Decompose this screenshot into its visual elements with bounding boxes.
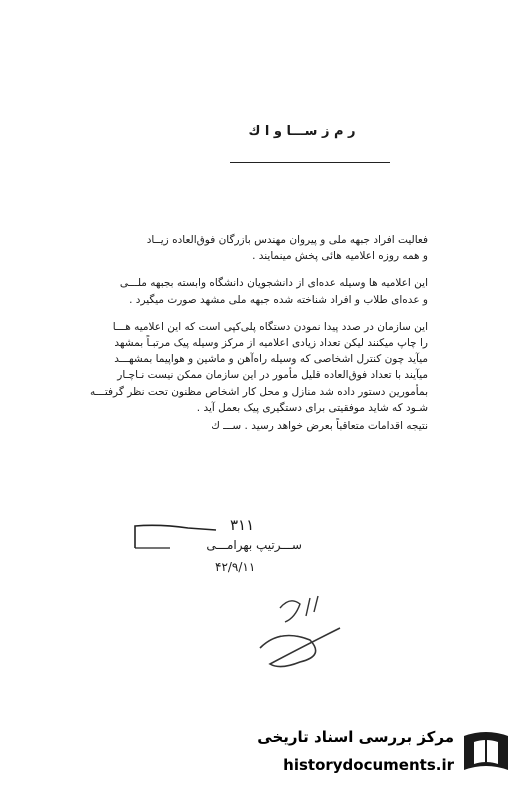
- body-line: و همه روزه اعلامیه هائی پخش مینمایند .: [252, 250, 428, 263]
- body-line: این اعلامیه ها وسیله عده‌ای از دانشجویان دانشگاه وابسته بجبهه ملـــی: [119, 277, 428, 290]
- body-line: را چاپ میکنند لیکن تعداد زیادی اعلامیه از مرکز وسیله پیک مرتبـاً بمشهد: [114, 337, 428, 350]
- body-line: و عده‌ای طلاب و افراد شناخته شده جبهه ملی مشهد صورت میگیرد .: [129, 293, 428, 306]
- document-header-title: ر م ز ســـا و ا ك: [248, 124, 356, 139]
- signature-date: ۴۲/۹/۱۱: [215, 560, 256, 574]
- archive-url: historydocuments.ir: [283, 756, 454, 774]
- archive-logo-icon: [460, 726, 512, 778]
- handwritten-initials: [240, 578, 360, 678]
- body-line: میآیند با تعداد فوق‌العاده قلیل مأمور در این سازمان ممکن نیست نـاچـار: [117, 369, 428, 382]
- body-line: شـود که شاید موفقیتی برای دستگیری پیک بعمل آید .: [196, 401, 428, 414]
- signatory-name: ســـرتیپ بهرامـــی: [206, 538, 302, 552]
- signature-number: ۳۱۱: [230, 516, 255, 534]
- body-line: میآید چون کنترل اشخاصی که وسیله راه‌آهن و ماشین و هواپیما بمشهـــد: [114, 353, 428, 366]
- document-body: [62, 232, 428, 434]
- signature-block: [40, 518, 460, 668]
- archive-watermark: [236, 720, 518, 790]
- body-line: بمأمورین دستور داده شد منازل و محل کار اشخاص مظنون تحت نظر گرفتـــه: [90, 385, 428, 398]
- paragraph-gap: [62, 264, 428, 275]
- body-line: این سازمان در صدد پیدا نمودن دستگاه پلی‌کپی است که این اعلامیه هـــا: [112, 320, 428, 333]
- paragraph-gap: [62, 308, 428, 319]
- body-line: فعالیت افراد جبهه ملی و پیروان مهندس بازرگان فوق‌العاده زیــاد: [146, 234, 428, 246]
- header-underline: [230, 162, 390, 163]
- archive-name: مرکز بررسی اسناد تاریخی: [257, 728, 454, 746]
- closing-line: نتیجه اقدامات متعاقباً بعرض خواهد رسید . ســـ ك: [211, 420, 428, 433]
